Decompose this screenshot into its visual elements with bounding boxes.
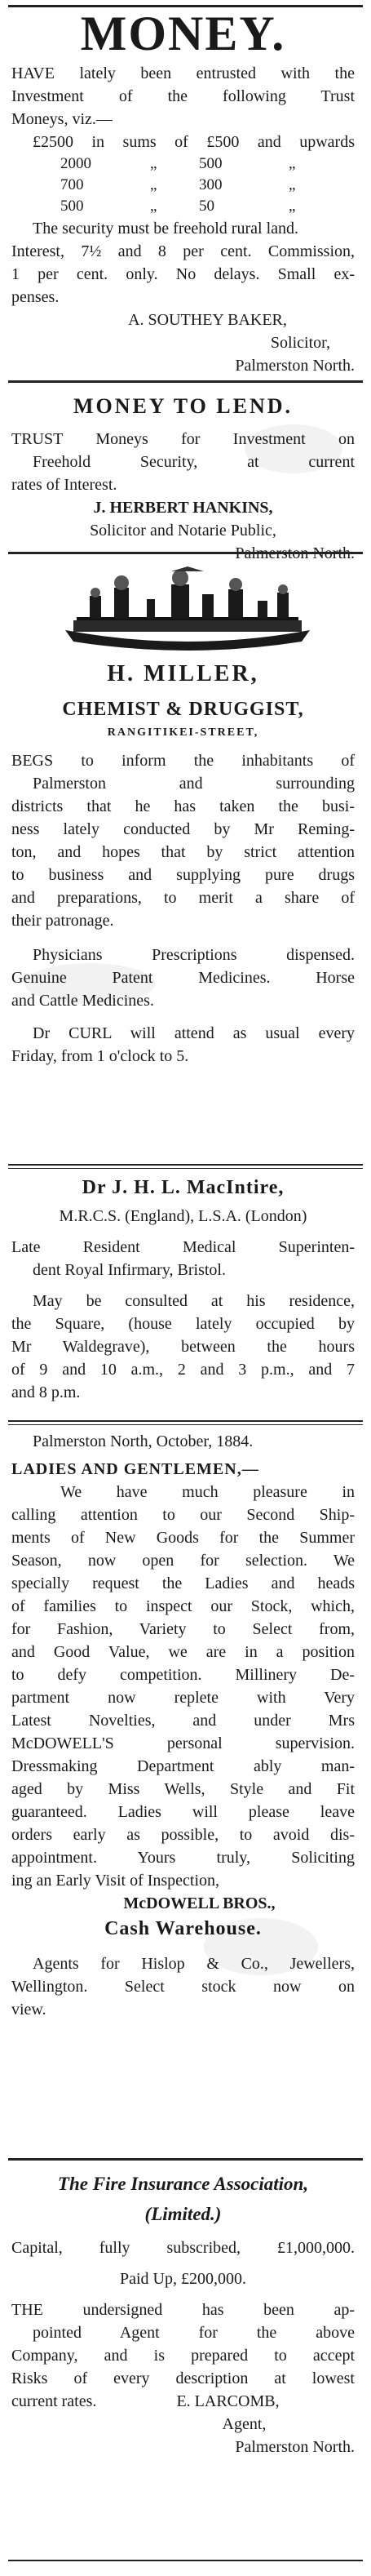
paper-stain: [204, 1918, 318, 1975]
amount-cell: „: [289, 198, 296, 215]
doctor-name: Dr J. H. L. MacIntire,: [82, 1177, 285, 1198]
doctor-consult-3: Mr Waldegrave), between the hours: [11, 1338, 355, 1356]
doctor-ad: [11, 1175, 355, 1404]
money-terms-3: 1 per cent. only. No delays. Small ex-: [11, 265, 355, 283]
insurance-body-3: Company, and is prepared to accept: [11, 2347, 355, 2365]
insurance-body-1: THE undersigned has been ap-: [11, 2301, 355, 2319]
drapers-body-10: partment now replete with Very: [11, 1689, 355, 1707]
drapers-body-12: McDOWELL'S personal supervision.: [11, 1734, 355, 1752]
chemist-body-8: their patronage.: [11, 912, 114, 930]
drapers-agents-2: Wellington. Select stock now on: [11, 1978, 355, 1996]
chemist-body-7: and preparations, to merit a share of: [11, 889, 355, 907]
drapers-dateline: Palmerston North, October, 1884.: [33, 1432, 254, 1450]
amount-cell: 300: [199, 176, 223, 193]
insurance-name-1: The Fire Insurance Association,: [57, 2174, 309, 2194]
insurance-body-5: current rates.: [11, 2392, 97, 2410]
amount-cell: 2000: [60, 155, 91, 172]
chemist-services-2: Genuine Patent Medicines. Horse: [11, 969, 355, 987]
section-rule: [8, 1420, 363, 1422]
drapers-agents-1: Agents for Hislop & Co., Jewellers,: [33, 1955, 355, 1973]
drapers-body-17: appointment. Yours truly, Soliciting: [11, 1849, 355, 1867]
chemist-curl-1: Dr CURL will attend as usual every: [33, 1024, 355, 1042]
insurance-agent: E. LARCOMB,: [176, 2392, 280, 2410]
drapers-salutation: LADIES AND GENTLEMEN,—: [11, 1460, 259, 1478]
amount-cell: „: [289, 155, 296, 172]
money-place: Palmerston North.: [235, 357, 355, 375]
money-terms-1: The security must be freehold rural land.: [33, 220, 298, 238]
money-advertiser-title: Solicitor,: [270, 334, 330, 352]
chemist-body-4: ness lately conducted by Mr Reming-: [11, 820, 355, 838]
money-terms-2: Interest, 7½ and 8 per cent. Commission,: [11, 242, 355, 260]
drapers-body-7: for Fashion, Variety to Select from,: [11, 1620, 355, 1638]
lend-advertiser-title: Solicitor and Notarie Public,: [90, 522, 276, 540]
chemist-body-1: BEGS to inform the inhabitants of: [11, 752, 355, 770]
drapers-body-2: calling attention to our Second Ship-: [11, 1506, 355, 1524]
chemist-body-5: ton, and hopes that by strict attention: [11, 843, 355, 861]
chemist-name: H. MILLER,: [107, 661, 259, 686]
drapers-body-9: to defy competition. Millinery De-: [11, 1666, 355, 1684]
drapers-body-14: aged by Miss Wells, Style and Fit: [11, 1780, 355, 1798]
bottom-rule: [8, 2560, 363, 2561]
amount-cell: 500: [60, 198, 84, 215]
lend-body-3: rates of Interest.: [11, 476, 117, 494]
lend-ad: [11, 392, 355, 565]
drapers-body-4: Season, now open for selection. We: [11, 1552, 355, 1570]
drapers-body-8: and Good Value, we are in a position: [11, 1643, 355, 1661]
amount-cell: „: [150, 176, 157, 193]
chemist-street: RANGITIKEI-STREET,: [107, 726, 259, 739]
money-intro-3: Moneys, viz.—: [11, 110, 113, 128]
section-rule: [8, 552, 363, 554]
money-terms-4: penses.: [11, 288, 60, 306]
chemist-body-6: to business and supplying pure drugs: [11, 866, 355, 884]
insurance-agent-title: Agent,: [222, 2415, 267, 2433]
doctor-consult-2: the Square, (house lately occupied by: [11, 1315, 355, 1333]
insurance-paid-up: Paid Up, £200,000.: [120, 2270, 246, 2288]
money-intro-1: HAVE lately been entrusted with the: [11, 64, 355, 82]
lend-body-1: TRUST Moneys for Investment on: [11, 430, 355, 448]
drapers-body-15: guaranteed. Ladies will please leave: [11, 1803, 355, 1821]
chemist-services-3: and Cattle Medicines.: [11, 992, 154, 1010]
amount-cell: 700: [60, 176, 84, 193]
drapers-body-11: Latest Novelties, and under Mrs: [11, 1712, 355, 1730]
money-title: MONEY.: [80, 7, 286, 60]
chemist-body-3: districts that he has taken the busi-: [11, 797, 355, 815]
doctor-late-1: Late Resident Medical Superinten-: [11, 1238, 355, 1256]
drapers-firm: McDOWELL BROS.,: [123, 1894, 276, 1912]
chemist-shopfront-engraving: [57, 563, 318, 653]
amount-cell: „: [289, 176, 296, 193]
amount-cell: „: [150, 198, 157, 215]
lend-title: MONEY TO LEND.: [73, 394, 294, 418]
insurance-place: Palmerston North.: [235, 2438, 355, 2456]
money-first-row: £2500 in sums of £500 and upwards: [33, 133, 355, 151]
insurance-ad: [11, 2171, 355, 2458]
lend-advertiser: J. HERBERT HANKINS,: [93, 499, 273, 517]
drapers-body-5: specially request the Ladies and heads: [11, 1574, 355, 1592]
insurance-capital: Capital, fully subscribed, £1,000,000.: [11, 2239, 355, 2257]
money-advertiser: A. SOUTHEY BAKER,: [128, 311, 287, 329]
money-amounts-table: [11, 153, 355, 217]
money-ad: [11, 7, 355, 377]
drapers-body-3: ments of New Goods for the Summer: [11, 1529, 355, 1547]
section-rule: [8, 1164, 363, 1166]
drapers-body-16: orders early as possible, to avoid dis-: [11, 1826, 355, 1844]
drapers-body-13: Dressmaking Department ably man-: [11, 1757, 355, 1775]
money-intro-2: Investment of the following Trust: [11, 87, 355, 105]
section-rule: [8, 2158, 363, 2161]
chemist-services-1: Physicians Prescriptions dispensed.: [33, 946, 355, 964]
chemist-body-2: Palmerston and surrounding: [33, 775, 355, 793]
drapers-agents-3: view.: [11, 2001, 46, 2019]
paper-stain: [245, 424, 342, 473]
drapers-body-1: We have much pleasure in: [60, 1483, 355, 1501]
drapers-body-18: ing an Early Visit of Inspection,: [11, 1872, 220, 1890]
chemist-ad: [11, 660, 355, 1068]
section-rule: [8, 380, 363, 383]
insurance-body-2: pointed Agent for the above: [33, 2324, 355, 2342]
drapers-body-6: of families to inspect our Stock, which,: [11, 1597, 355, 1615]
lend-body-2: Freehold Security, at current: [33, 453, 355, 471]
amount-cell: 500: [199, 155, 223, 172]
doctor-consult-5: and 8 p.m.: [11, 1383, 81, 1401]
chemist-curl-2: Friday, from 1 o'clock to 5.: [11, 1047, 189, 1065]
insurance-body-4: Risks of every description at lowest: [11, 2369, 355, 2387]
insurance-name-2: (Limited.): [144, 2204, 222, 2224]
doctor-consult-4: of 9 and 10 a.m., 2 and 3 p.m., and 7: [11, 1361, 355, 1379]
paper-stain: [24, 963, 155, 1004]
amount-cell: „: [150, 155, 157, 172]
doctor-qualifications: M.R.C.S. (England), L.S.A. (London): [59, 1207, 307, 1225]
doctor-consult-1: May be consulted at his residence,: [33, 1292, 355, 1310]
amount-cell: 50: [199, 198, 214, 215]
chemist-trade: CHEMIST & DRUGGIST,: [62, 699, 304, 720]
lend-place: Palmerston North.: [235, 544, 355, 562]
doctor-late-2: dent Royal Infirmary, Bristol.: [33, 1261, 226, 1279]
drapers-store: Cash Warehouse.: [104, 1918, 262, 1939]
